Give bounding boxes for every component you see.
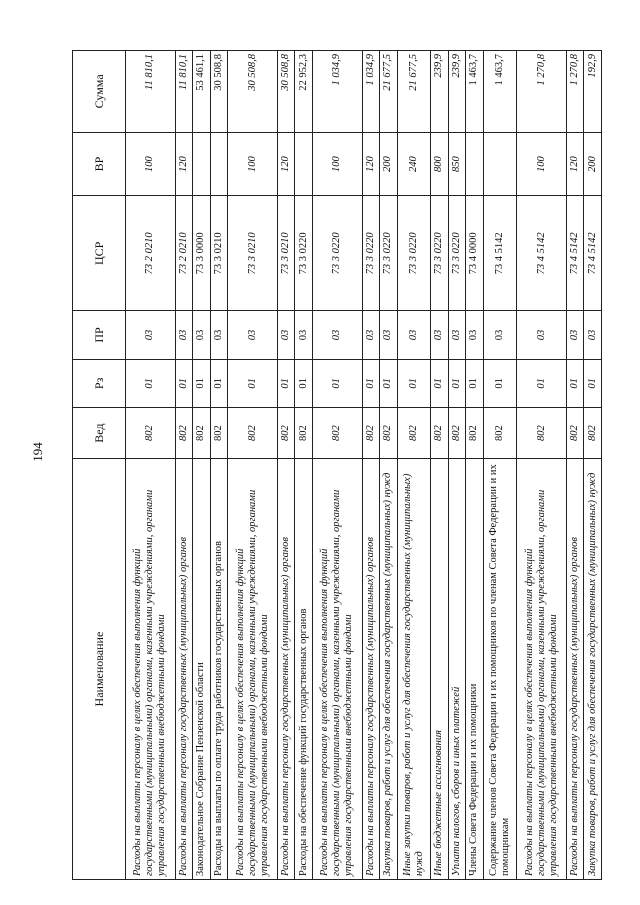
- cell-sum: 1 463,7: [483, 51, 517, 133]
- cell-name: Расходы на обеспечение функций государственных органов: [295, 459, 312, 880]
- cell-name: Иные закупки товаров, работ и услуг для обеспечения государственных (муниципальных) нужд: [397, 459, 431, 880]
- cell-ved: 802: [448, 408, 465, 459]
- cell-sum: 1 034,9: [312, 51, 362, 133]
- cell-csr: 73 3 0210: [228, 196, 278, 311]
- cell-name: Иные бюджетные ассигнования: [431, 459, 448, 880]
- cell-ved: 802: [193, 408, 210, 459]
- cell-csr: 73 4 5142: [517, 196, 567, 311]
- cell-pr: 03: [228, 311, 278, 359]
- cell-name: Расходы на выплаты персоналу государственных (муниципальных) органов: [566, 459, 583, 880]
- cell-pr: 03: [210, 311, 227, 359]
- table-row: [584, 51, 602, 880]
- cell-vr: 120: [362, 132, 379, 196]
- cell-vr: 850: [448, 132, 465, 196]
- cell-sum: 11 810,1: [175, 51, 192, 133]
- cell-name: Расходы на выплаты персоналу государственных (муниципальных) органов: [175, 459, 192, 880]
- cell-rz: 01: [126, 359, 176, 407]
- cell-ved: 802: [295, 408, 312, 459]
- cell-vr: [466, 132, 483, 196]
- cell-vr: 200: [380, 132, 397, 196]
- cell-csr: 73 4 5142: [584, 196, 602, 311]
- table-row: [448, 51, 465, 880]
- cell-rz: 01: [517, 359, 567, 407]
- cell-sum: 22 952,3: [295, 51, 312, 133]
- cell-ved: 802: [584, 408, 602, 459]
- cell-rz: 01: [566, 359, 583, 407]
- cell-pr: 03: [397, 311, 431, 359]
- cell-pr: 03: [295, 311, 312, 359]
- cell-ved: 802: [312, 408, 362, 459]
- cell-sum: 1 270,8: [566, 51, 583, 133]
- cell-rz: 01: [312, 359, 362, 407]
- table-row: [362, 51, 379, 880]
- cell-sum: 239,9: [431, 51, 448, 133]
- cell-name: Расходы на выплаты персоналу в целях обеспечения выполнения функций государственными (муниципальными) органами, казенными учреждениями, органами управления государственными внебюджетными фондами: [517, 459, 567, 880]
- cell-csr: 73 4 5142: [483, 196, 517, 311]
- cell-name: Члены Совета Федерации и их помощники: [466, 459, 483, 880]
- cell-name: Содержание членов Совета Федерации и их помощников по членам Совета Федерации и их помощникам: [483, 459, 517, 880]
- cell-csr: 73 4 0000: [466, 196, 483, 311]
- cell-ved: 802: [397, 408, 431, 459]
- cell-ved: 802: [210, 408, 227, 459]
- cell-sum: 30 508,8: [228, 51, 278, 133]
- cell-pr: 03: [584, 311, 602, 359]
- cell-ved: 802: [483, 408, 517, 459]
- cell-name: Расходы на выплаты персоналу государственных (муниципальных) органов: [362, 459, 379, 880]
- cell-ved: 802: [466, 408, 483, 459]
- cell-csr: 73 3 0000: [193, 196, 210, 311]
- cell-rz: 01: [466, 359, 483, 407]
- cell-name: Расходы на выплаты персоналу в целях обеспечения выполнения функций государственными (муниципальными) органами, казенными учреждениями, органами управления государственными внебюджетными фондами: [312, 459, 362, 880]
- cell-name: Расходы на выплаты по оплате труда работников государственных органов: [210, 459, 227, 880]
- cell-csr: 73 3 0220: [448, 196, 465, 311]
- cell-csr: 73 3 0220: [397, 196, 431, 311]
- cell-vr: [210, 132, 227, 196]
- cell-pr: 03: [466, 311, 483, 359]
- cell-vr: 240: [397, 132, 431, 196]
- cell-pr: 03: [362, 311, 379, 359]
- cell-rz: 01: [380, 359, 397, 407]
- cell-name: Расходы на выплаты персоналу в целях обеспечения выполнения функций государственными (муниципальными) органами, казенными учреждениями, органами управления государственными внебюджетными фондами: [126, 459, 176, 880]
- cell-sum: 30 508,8: [277, 51, 294, 133]
- cell-pr: 03: [126, 311, 176, 359]
- table-row: [517, 51, 567, 880]
- budget-table-container: [72, 50, 602, 880]
- cell-pr: 03: [517, 311, 567, 359]
- cell-sum: 1 034,9: [362, 51, 379, 133]
- cell-rz: 01: [397, 359, 431, 407]
- cell-name: Расходы на выплаты персоналу государственных (муниципальных) органов: [277, 459, 294, 880]
- cell-csr: 73 3 0210: [277, 196, 294, 311]
- table-row: [466, 51, 483, 880]
- table-row: [175, 51, 192, 880]
- cell-rz: 01: [175, 359, 192, 407]
- cell-rz: 01: [584, 359, 602, 407]
- header-rz: Рз: [73, 359, 126, 407]
- cell-sum: 192,9: [584, 51, 602, 133]
- cell-ved: 802: [431, 408, 448, 459]
- cell-pr: 03: [566, 311, 583, 359]
- cell-rz: 01: [277, 359, 294, 407]
- cell-pr: 03: [175, 311, 192, 359]
- cell-csr: 73 3 0220: [431, 196, 448, 311]
- cell-csr: 73 4 5142: [566, 196, 583, 311]
- cell-pr: 03: [193, 311, 210, 359]
- cell-vr: 120: [277, 132, 294, 196]
- cell-csr: 73 3 0220: [380, 196, 397, 311]
- table-row: [397, 51, 431, 880]
- cell-rz: 01: [295, 359, 312, 407]
- cell-ved: 802: [362, 408, 379, 459]
- table-row: [483, 51, 517, 880]
- cell-sum: 21 677,5: [397, 51, 431, 133]
- cell-pr: 03: [448, 311, 465, 359]
- header-csr: ЦСР: [73, 196, 126, 311]
- cell-vr: 120: [175, 132, 192, 196]
- table-row: [431, 51, 448, 880]
- cell-csr: 73 3 0220: [312, 196, 362, 311]
- cell-vr: 120: [566, 132, 583, 196]
- header-name: Наименование: [73, 459, 126, 880]
- cell-ved: 802: [517, 408, 567, 459]
- cell-pr: 03: [277, 311, 294, 359]
- table-row: [210, 51, 227, 880]
- cell-ved: 802: [126, 408, 176, 459]
- cell-rz: 01: [448, 359, 465, 407]
- cell-sum: 30 508,8: [210, 51, 227, 133]
- cell-name: Закупка товаров, работ и услуг для обеспечения государственных (муниципальных) нужд: [380, 459, 397, 880]
- cell-rz: 01: [362, 359, 379, 407]
- cell-rz: 01: [228, 359, 278, 407]
- cell-vr: 100: [312, 132, 362, 196]
- table-row: [566, 51, 583, 880]
- budget-table: [72, 50, 602, 880]
- cell-rz: 01: [431, 359, 448, 407]
- cell-csr: 73 2 0210: [126, 196, 176, 311]
- cell-pr: 03: [312, 311, 362, 359]
- cell-pr: 03: [483, 311, 517, 359]
- table-row: [295, 51, 312, 880]
- cell-csr: 73 3 0220: [362, 196, 379, 311]
- cell-csr: 73 3 0220: [295, 196, 312, 311]
- cell-sum: 1 463,7: [466, 51, 483, 133]
- header-ved: Вед: [73, 408, 126, 459]
- cell-ved: 802: [277, 408, 294, 459]
- cell-csr: 73 3 0210: [210, 196, 227, 311]
- cell-sum: 1 270,8: [517, 51, 567, 133]
- cell-ved: 802: [175, 408, 192, 459]
- cell-name: Закупка товаров, работ и услуг для обеспечения государственных (муниципальных) нужд: [584, 459, 602, 880]
- cell-vr: [295, 132, 312, 196]
- cell-name: Расходы на выплаты персоналу в целях обеспечения выполнения функций государственными (муниципальными) органами, казенными учреждениями, органами управления государственными внебюджетными фондами: [228, 459, 278, 880]
- cell-ved: 802: [566, 408, 583, 459]
- cell-rz: 01: [483, 359, 517, 407]
- cell-csr: 73 2 0210: [175, 196, 192, 311]
- cell-vr: 800: [431, 132, 448, 196]
- table-row: [277, 51, 294, 880]
- cell-rz: 01: [210, 359, 227, 407]
- table-row: [312, 51, 362, 880]
- table-row: [380, 51, 397, 880]
- page-number: 194: [30, 442, 45, 462]
- cell-sum: 21 677,5: [380, 51, 397, 133]
- cell-vr: [483, 132, 517, 196]
- cell-name: Законодательное Собрание Пензенской области: [193, 459, 210, 880]
- cell-vr: 200: [584, 132, 602, 196]
- table-row: [193, 51, 210, 880]
- cell-vr: 100: [126, 132, 176, 196]
- cell-vr: 100: [228, 132, 278, 196]
- cell-name: Уплата налогов, сборов и иных платежей: [448, 459, 465, 880]
- header-sum: Сумма: [73, 51, 126, 133]
- cell-sum: 239,9: [448, 51, 465, 133]
- cell-ved: 802: [228, 408, 278, 459]
- table-row: [228, 51, 278, 880]
- cell-pr: 03: [380, 311, 397, 359]
- cell-pr: 03: [431, 311, 448, 359]
- cell-sum: 11 810,1: [126, 51, 176, 133]
- header-vr: ВР: [73, 132, 126, 196]
- header-pr: ПР: [73, 311, 126, 359]
- table-header-row: [73, 51, 126, 880]
- cell-vr: [193, 132, 210, 196]
- table-row: [126, 51, 176, 880]
- cell-sum: 53 461,1: [193, 51, 210, 133]
- cell-rz: 01: [193, 359, 210, 407]
- cell-ved: 802: [380, 408, 397, 459]
- cell-vr: 100: [517, 132, 567, 196]
